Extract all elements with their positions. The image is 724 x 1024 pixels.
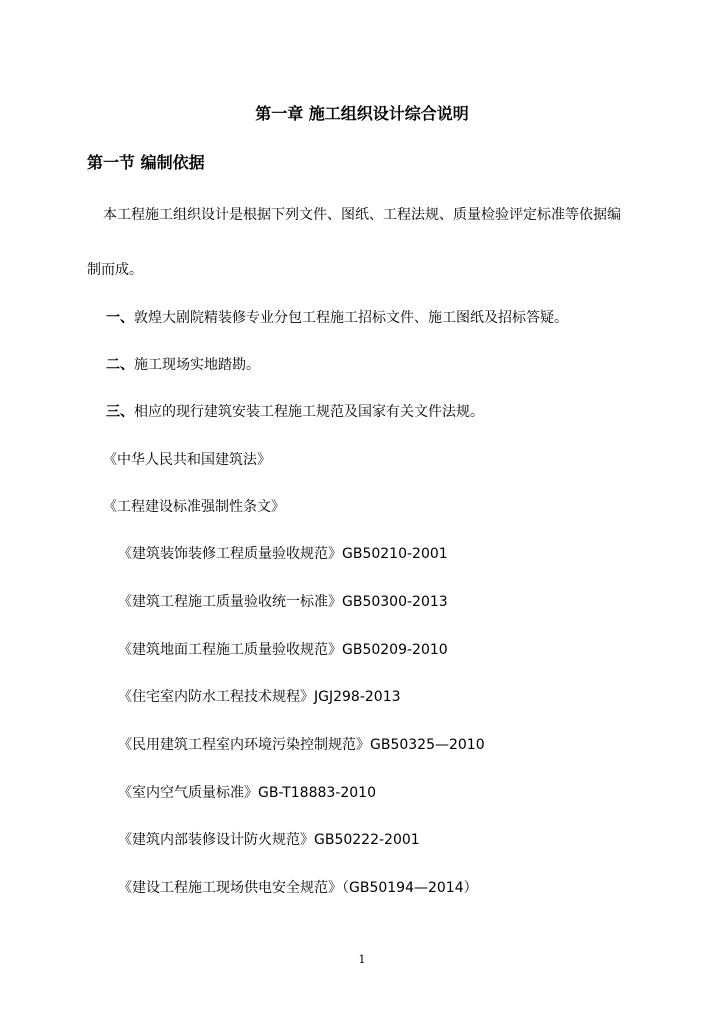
basis-item-text: 施工现场实地踏勘。: [134, 357, 260, 373]
standard-item-2: 《建筑工程施工质量验收统一标准》GB50300-2013: [118, 594, 448, 610]
standard-item-6: 《室内空气质量标准》GB-T18883-2010: [118, 785, 376, 801]
section-title: 第一节 编制依据: [87, 153, 205, 172]
intro-paragraph-line-2: 制而成。: [87, 262, 143, 278]
basis-item-3: [106, 402, 484, 422]
standard-item-4: 《住宅室内防水工程技术规程》JGJ298-2013: [118, 689, 401, 705]
basis-item-1: [106, 308, 568, 328]
chapter-title: 第一章 施工组织设计综合说明: [255, 104, 469, 123]
basis-item-text: 敦煌大剧院精装修专业分包工程施工招标文件、施工图纸及招标答疑。: [134, 310, 568, 326]
standard-item-3: 《建筑地面工程施工质量验收规范》GB50209-2010: [118, 642, 448, 658]
basis-item-number: 二、: [106, 357, 134, 373]
basis-item-number: 一、: [106, 310, 134, 326]
standard-item-8: 《建设工程施工现场供电安全规范》（GB50194—2014）: [118, 880, 478, 896]
law-item-2: 《工程建设标准强制性条文》: [103, 499, 285, 515]
basis-item-2: [106, 355, 260, 375]
basis-item-text: 相应的现行建筑安装工程施工规范及国家有关文件法规。: [134, 404, 484, 420]
standard-item-1: 《建筑装饰装修工程质量验收规范》GB50210-2001: [118, 546, 448, 562]
page-number: 1: [358, 953, 366, 966]
basis-item-number: 三、: [106, 404, 134, 420]
standard-item-5: 《民用建筑工程室内环境污染控制规范》GB50325—2010: [118, 737, 485, 753]
law-item-1: 《中华人民共和国建筑法》: [103, 452, 271, 468]
intro-paragraph-line-1: 本工程施工组织设计是根据下列文件、图纸、工程法规、质量检验评定标准等依据编: [103, 207, 621, 223]
standard-item-7: 《建筑内部装修设计防火规范》GB50222-2001: [118, 832, 420, 848]
